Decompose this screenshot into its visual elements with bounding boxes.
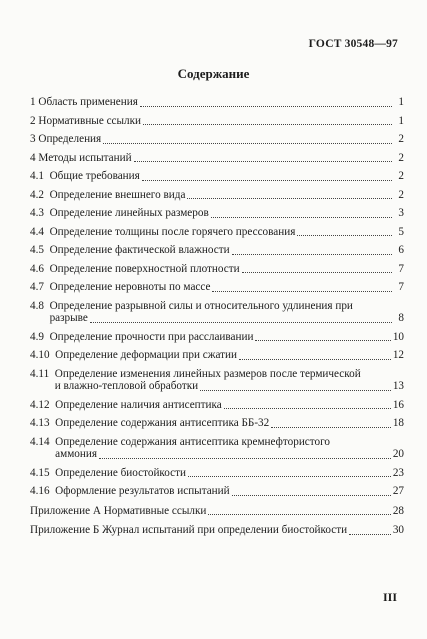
entry-number: 4.3 [30, 207, 44, 219]
leader-dots [188, 475, 391, 477]
entry-page: 2 [398, 151, 404, 164]
leader-dots [134, 160, 392, 162]
leader-dots [143, 123, 392, 125]
table-of-contents [30, 96, 404, 537]
entry-title: Определение разрывной силы и относительного удлинения при [49, 299, 353, 312]
leader-dots [297, 234, 392, 236]
entry-page: 30 [392, 524, 404, 536]
entry-number: 4.8 [30, 299, 44, 312]
entry-title: Методы испытаний [38, 151, 132, 164]
entry-title: Приложение Б Журнал испытаний при определении биостойкости [30, 524, 348, 536]
toc-entry[interactable] [30, 399, 404, 412]
toc-entry[interactable] [30, 207, 404, 220]
toc-entry[interactable] [30, 281, 404, 294]
entry-title: Определения [38, 133, 102, 145]
entry-number: 3 [30, 133, 36, 145]
leader-dots [224, 407, 391, 409]
entry-title: Определение поверхностной плотности [49, 262, 240, 275]
entry-title: Определение содержания антисептика ББ-32 [55, 417, 270, 429]
leader-dots [271, 426, 391, 428]
entry-number: 4 [30, 151, 36, 164]
entry-page: 5 [398, 225, 404, 238]
entry-number: 4.6 [30, 262, 44, 275]
entry-page: 20 [392, 448, 404, 460]
entry-page: 8 [398, 312, 404, 324]
toc-entry[interactable] [30, 417, 404, 430]
leader-dots [212, 290, 392, 292]
toc-entry[interactable] [30, 349, 404, 362]
entry-page: 6 [398, 244, 404, 256]
toc-entry[interactable] [30, 96, 404, 109]
entry-title: Определение биостойкости [55, 466, 187, 479]
entry-title-continued: аммония [55, 448, 98, 460]
entry-title-continued: и влажно-тепловой обработки [54, 380, 199, 392]
entry-number: 2 [30, 114, 36, 127]
standard-id: ГОСТ 30548—97 [308, 38, 398, 50]
entry-page: 7 [398, 262, 404, 275]
leader-dots [90, 321, 392, 323]
entry-number: 4.16 [30, 485, 50, 497]
leader-dots [211, 216, 392, 218]
entry-title: Нормативные ссылки [38, 114, 142, 127]
leader-dots [140, 105, 392, 107]
entry-number: 4.13 [30, 417, 50, 429]
leader-dots [232, 494, 391, 496]
toc-entry-appendix-a[interactable] [30, 505, 404, 518]
entry-page: 2 [398, 170, 404, 182]
leader-dots [255, 339, 390, 341]
entry-title: Определение прочности при расслаивании [49, 330, 254, 343]
toc-entry[interactable] [30, 436, 404, 461]
entry-page: 27 [392, 485, 404, 497]
entry-title-continued: разрыве [49, 312, 88, 324]
entry-title: Определение наличия антисептика [55, 398, 222, 411]
entry-page: 16 [392, 398, 404, 411]
entry-title: Определение толщины после горячего прессования [49, 225, 296, 238]
entry-title: Общие требования [49, 170, 140, 182]
toc-entry[interactable] [30, 368, 404, 393]
toc-entry[interactable] [30, 115, 404, 128]
entry-number: 4.5 [30, 244, 44, 256]
leader-dots [239, 358, 391, 360]
entry-title: Определение содержания антисептика кремнефтористого [55, 435, 331, 448]
entry-page: 3 [398, 207, 404, 219]
toc-entry[interactable] [30, 244, 404, 257]
entry-page: 12 [392, 349, 404, 361]
entry-number: 4.12 [30, 398, 50, 411]
entry-number: 4.15 [30, 466, 50, 479]
leader-dots [187, 197, 392, 199]
leader-dots [349, 533, 391, 535]
entry-title: Определение линейных размеров [49, 207, 209, 219]
entry-page: 1 [398, 96, 404, 108]
toc-entry[interactable] [30, 170, 404, 183]
leader-dots [208, 513, 390, 515]
entry-title: Определение деформации при сжатии [55, 349, 237, 361]
entry-page: 23 [392, 466, 404, 479]
entry-number: 4.4 [30, 225, 44, 238]
toc-entry[interactable] [30, 226, 404, 239]
entry-page: 2 [398, 188, 404, 201]
entry-number: 4.1 [30, 170, 44, 182]
entry-title: Определение неровноты по массе [49, 281, 211, 293]
entry-page: 2 [398, 133, 404, 145]
leader-dots [232, 253, 392, 255]
entry-number: 4.7 [30, 281, 44, 293]
toc-entry[interactable] [30, 300, 404, 325]
toc-entry[interactable] [30, 485, 404, 498]
entry-page: 28 [392, 504, 404, 517]
leader-dots [242, 271, 392, 273]
entry-title: Приложение А Нормативные ссылки [30, 504, 207, 517]
toc-entry[interactable] [30, 133, 404, 146]
entry-page: 7 [398, 281, 404, 293]
entry-page: 18 [392, 417, 404, 429]
toc-entry[interactable] [30, 263, 404, 276]
leader-dots [99, 457, 391, 459]
entry-title: Определение изменения линейных размеров после термической [54, 367, 361, 380]
entry-title: Определение фактической влажности [49, 244, 230, 256]
entry-title: Область применения [38, 96, 138, 108]
leader-dots [142, 179, 392, 181]
toc-entry[interactable] [30, 189, 404, 202]
entry-title: Определение внешнего вида [49, 188, 186, 201]
leader-dots [103, 142, 392, 144]
entry-number: 4.2 [30, 188, 44, 201]
toc-entry[interactable] [30, 331, 404, 344]
leader-dots [200, 389, 391, 391]
entry-title: Оформление результатов испытаний [55, 485, 230, 497]
toc-title: Содержание [177, 66, 250, 81]
entry-number: 4.14 [30, 435, 50, 448]
page-number: III [382, 590, 397, 604]
entry-page: 1 [398, 114, 404, 127]
toc-entry[interactable] [30, 152, 404, 165]
entry-number: 1 [30, 96, 36, 108]
entry-number: 4.10 [30, 349, 50, 361]
toc-entry-appendix-b[interactable] [30, 524, 404, 537]
entry-page: 13 [392, 380, 404, 392]
entry-number: 4.11 [30, 367, 50, 380]
entry-page: 10 [392, 330, 404, 343]
toc-entry[interactable] [30, 467, 404, 480]
entry-number: 4.9 [30, 330, 44, 343]
